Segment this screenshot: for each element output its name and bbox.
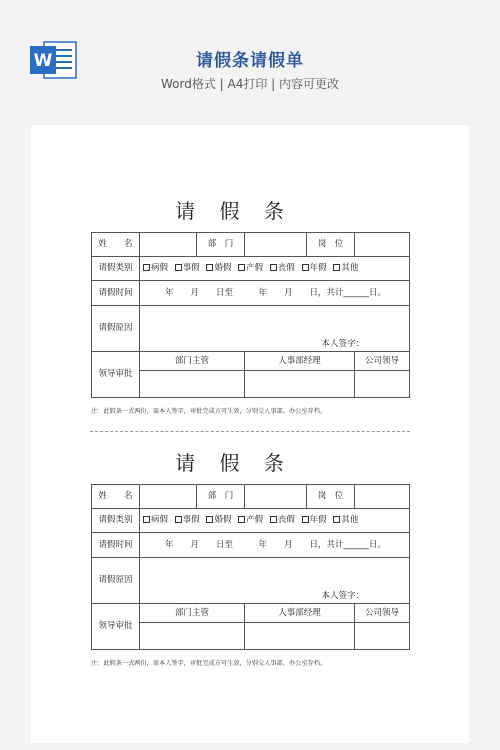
cut-line <box>90 431 410 432</box>
reason-field[interactable] <box>140 558 410 604</box>
time-label: 请假时间 <box>92 281 140 306</box>
checkbox-icon <box>238 264 245 271</box>
checkbox-icon <box>175 264 182 271</box>
name-field[interactable] <box>140 485 197 509</box>
name-label: 姓 名 <box>92 485 140 509</box>
form-title: 请 假 条 <box>175 199 293 223</box>
approver-sign-field[interactable] <box>140 371 245 398</box>
post-label: 岗 位 <box>307 485 355 509</box>
type-option[interactable]: 其他 <box>333 516 358 525</box>
approver-sign-field[interactable] <box>355 371 410 398</box>
reason-label: 请假原因 <box>92 558 140 604</box>
type-option[interactable]: 产假 <box>238 264 263 273</box>
checkbox-icon <box>206 516 213 523</box>
checkbox-icon <box>143 516 150 523</box>
reason-label: 请假原因 <box>92 306 140 352</box>
checkbox-icon <box>175 516 182 523</box>
approver-header: 部门主管 <box>140 352 245 371</box>
dept-label: 部 门 <box>197 233 245 257</box>
type-option[interactable]: 婚假 <box>206 264 231 273</box>
approver-header: 人事部经理 <box>245 604 355 623</box>
type-option[interactable]: 事假 <box>175 516 200 525</box>
type-option[interactable]: 事假 <box>175 264 200 273</box>
type-label: 请假类别 <box>92 509 140 533</box>
type-option[interactable]: 其他 <box>333 264 358 273</box>
time-label: 请假时间 <box>92 533 140 558</box>
time-field[interactable]: 年 月 日至 年 月 日，共计______日。 <box>140 533 410 558</box>
signature-label: 本人签字： <box>321 338 364 349</box>
approver-header: 公司领导 <box>355 604 410 623</box>
approval-label: 领导审批 <box>92 604 140 650</box>
page-title: 请假条请假单 <box>196 51 304 71</box>
type-option[interactable]: 丧假 <box>270 516 295 525</box>
approver-header: 部门主管 <box>140 604 245 623</box>
type-option[interactable]: 年假 <box>302 516 327 525</box>
type-options <box>140 257 410 281</box>
type-option[interactable]: 病假 <box>143 516 168 525</box>
signature-label: 本人签字： <box>321 590 364 601</box>
time-field[interactable]: 年 月 日至 年 月 日，共计______日。 <box>140 281 410 306</box>
leave-table <box>91 232 410 398</box>
dept-field[interactable] <box>245 233 307 257</box>
checkbox-icon <box>302 516 309 523</box>
name-label: 姓 名 <box>92 233 140 257</box>
form-note: 注：此假条一式两份，需本人签字，审批完成方可生效，分别交人事部、办公室存档。 <box>91 660 327 667</box>
approver-header: 人事部经理 <box>245 352 355 371</box>
approver-sign-field[interactable] <box>245 623 355 650</box>
page-header <box>0 0 500 118</box>
checkbox-icon <box>238 516 245 523</box>
checkbox-icon <box>270 264 277 271</box>
approver-sign-field[interactable] <box>245 371 355 398</box>
checkbox-icon <box>333 516 340 523</box>
name-field[interactable] <box>140 233 197 257</box>
form-title: 请 假 条 <box>175 451 293 475</box>
approver-sign-field[interactable] <box>355 623 410 650</box>
form-note: 注：此假条一式两份，需本人签字，审批完成方可生效，分别交人事部、办公室存档。 <box>91 408 327 415</box>
checkbox-icon <box>302 264 309 271</box>
type-label: 请假类别 <box>92 257 140 281</box>
post-field[interactable] <box>355 233 410 257</box>
reason-field[interactable] <box>140 306 410 352</box>
type-option[interactable]: 病假 <box>143 264 168 273</box>
approver-sign-field[interactable] <box>140 623 245 650</box>
type-option[interactable]: 产假 <box>238 516 263 525</box>
post-label: 岗 位 <box>307 233 355 257</box>
checkbox-icon <box>143 264 150 271</box>
dept-label: 部 门 <box>197 485 245 509</box>
checkbox-icon <box>270 516 277 523</box>
leave-table <box>91 484 410 650</box>
approver-header: 公司领导 <box>355 352 410 371</box>
checkbox-icon <box>333 264 340 271</box>
type-option[interactable]: 年假 <box>302 264 327 273</box>
approval-label: 领导审批 <box>92 352 140 398</box>
type-option[interactable]: 丧假 <box>270 264 295 273</box>
type-options <box>140 509 410 533</box>
svg-text:W: W <box>33 51 53 71</box>
page-subtitle: Word格式 | A4打印 | 内容可更改 <box>160 77 340 91</box>
type-option[interactable]: 婚假 <box>206 516 231 525</box>
dept-field[interactable] <box>245 485 307 509</box>
checkbox-icon <box>206 264 213 271</box>
post-field[interactable] <box>355 485 410 509</box>
